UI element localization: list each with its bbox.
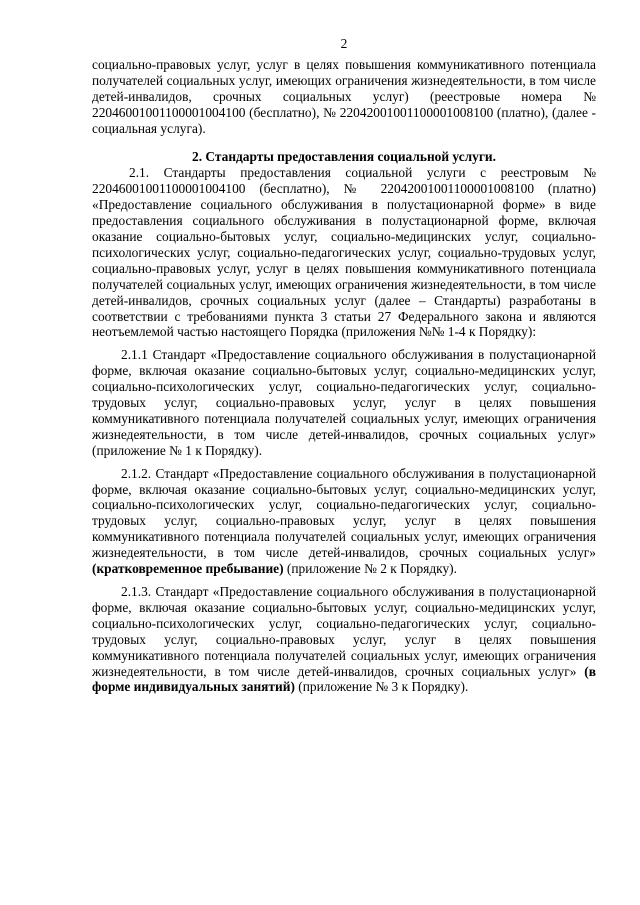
paragraph-2-1-2-text: 2.1.2. Стандарт «Предоставление социального обслуживания в полустационарной форме, включая оказание социально-бытовых услуг, социально-медицинских услуг, социально-психологических услуг, социально-педагогических услуг, социально-трудовых услуг, социально-правовых услуг, услуг в целях повышения коммуникативного потенциала получателей социальных услуг, имеющих ограничения жизнедеятельности, в том числе детей-инвалидов, срочных социальных услуг» bbox=[92, 465, 596, 561]
paragraph-2-1-3-emphasis: (в форме индивидуальных занятий) bbox=[92, 663, 596, 695]
paragraph-2-1-3-tail: (приложение № 3 к Порядку). bbox=[294, 679, 469, 695]
intro-paragraph: социально-правовых услуг, услуг в целях повышения коммуникативного потенциала получателей социальных услуг, имеющих ограничения жизнедеятельности, в том числе детей-инвалидов, срочных социальных услуг) (реестровые номера № 22046001001100001004100 (бесплатно), № 22042001001100001008100 (платно), (далее - социальная услуга). bbox=[92, 56, 596, 136]
paragraph-2-1-2-emphasis: (кратковременное пребывание) bbox=[92, 561, 284, 577]
paragraph-2-1: 2.1. Стандарты предоставления социальной услуги с реестровым № 22046001001100001004100 (бесплатно), № 22042001001100001008100 (платно) «Предоставление социального обслуживания в полустационарной форме» в виде предоставления социального обслуживания в полустационарной форме, включая оказание социально-бытовых услуг, социально-медицинских услуг, социально-психологических услуг, социально-педагогических услуг, социально-трудовых услуг, социально-правовых услуг, услуг в целях повышения коммуникативного потенциала получателей социальных услуг, имеющих ограничения жизнедеятельности, в том числе детей-инвалидов, срочных социальных услуг (далее – Стандарты) разработаны в соответствии с требованиями пункта 3 статьи 27 Федерального закона и являются неотъемлемой частью настоящего Порядка (приложения №№ 1-4 к Порядку): bbox=[92, 165, 596, 340]
paragraph-2-1-2-tail: (приложение № 2 к Порядку). bbox=[283, 561, 457, 577]
section-heading: 2. Стандарты предоставления социальной услуги. bbox=[192, 149, 496, 165]
paragraph-2-1-3 bbox=[92, 584, 596, 695]
paragraph-2-1-2 bbox=[92, 466, 596, 577]
paragraph-2-1-1: 2.1.1 Стандарт «Предоставление социального обслуживания в полустационарной форме, включая оказание социально-бытовых услуг, социально-медицинских услуг, социально-психологических услуг, социально-педагогических услуг, социально-трудовых услуг, социально-правовых услуг, услуг в целях повышения коммуникативного потенциала получателей социальных услуг, имеющих ограничения жизнедеятельности, в том числе детей-инвалидов, срочных социальных услуг» (приложение № 1 к Порядку). bbox=[92, 347, 596, 458]
page-number: 2 bbox=[340, 36, 348, 51]
document-page bbox=[92, 36, 596, 695]
paragraph-2-1-3-text: 2.1.3. Стандарт «Предоставление социального обслуживания в полустационарной форме, включая оказание социально-бытовых услуг, социально-медицинских услуг, социально-психологических услуг, социально-педагогических услуг, социально-трудовых услуг, социально-правовых услуг, услуг в целях повышения коммуникативного потенциала получателей социальных услуг, имеющих ограничения жизнедеятельности, в том числе детей-инвалидов, срочных социальных услуг» bbox=[92, 584, 596, 679]
